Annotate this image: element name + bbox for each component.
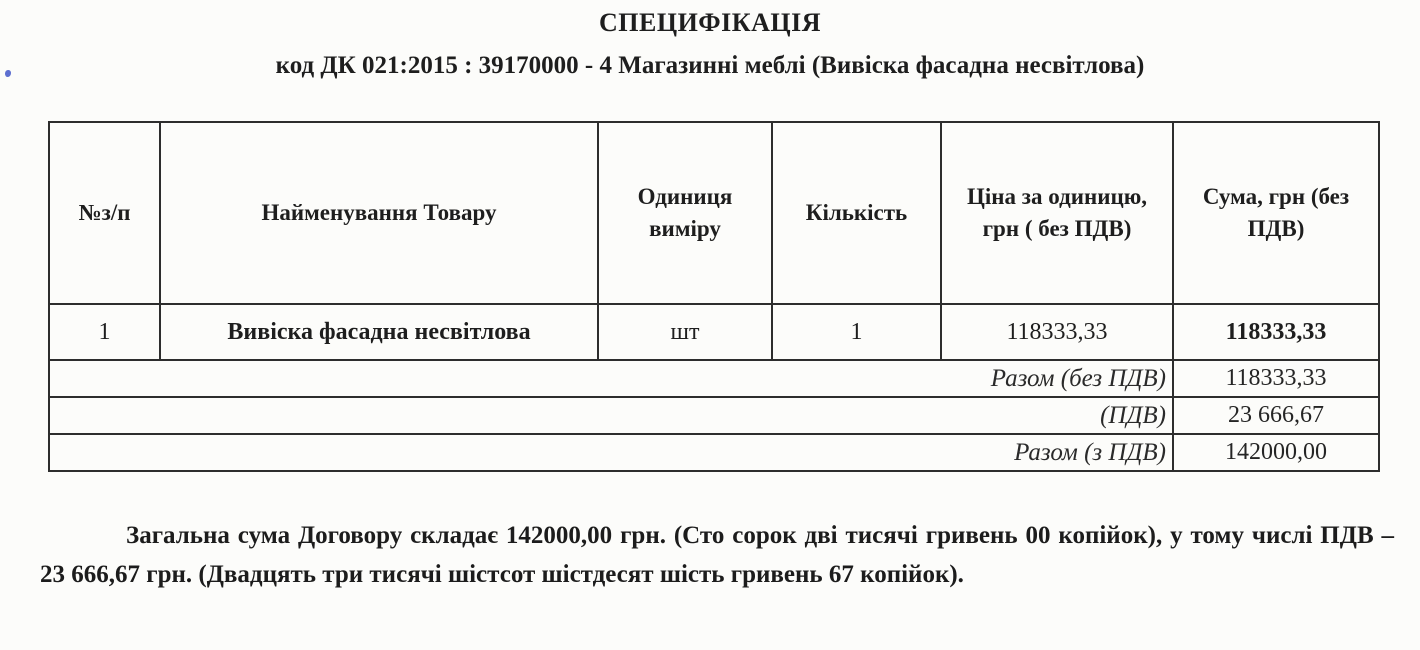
table-row bbox=[49, 304, 1379, 360]
total-row-net bbox=[49, 360, 1379, 397]
item-sum: 118333,33 bbox=[1173, 304, 1379, 360]
header-cell-name: Найменування Товару bbox=[160, 122, 598, 304]
specification-table bbox=[48, 121, 1380, 472]
document-title: СПЕЦИФІКАЦІЯ bbox=[599, 8, 821, 37]
header-cell-price: Ціна за одиницю, грн ( без ПДВ) bbox=[941, 122, 1173, 304]
item-name: Вивіска фасадна несвітлова bbox=[160, 304, 598, 360]
header-cell-unit: Одиниця виміру bbox=[598, 122, 772, 304]
item-qty: 1 bbox=[772, 304, 941, 360]
table-header-row bbox=[49, 122, 1379, 304]
item-num: 1 bbox=[49, 304, 160, 360]
total-net-value: 118333,33 bbox=[1173, 360, 1379, 397]
total-net-label: Разом (без ПДВ) bbox=[49, 360, 1173, 397]
total-vat-label: (ПДВ) bbox=[49, 397, 1173, 434]
total-row-gross bbox=[49, 434, 1379, 471]
header-cell-sum: Сума, грн (без ПДВ) bbox=[1173, 122, 1379, 304]
item-unit: шт bbox=[598, 304, 772, 360]
total-row-vat bbox=[49, 397, 1379, 434]
total-gross-value: 142000,00 bbox=[1173, 434, 1379, 471]
contract-total-paragraph: Загальна сума Договору складає 142000,00 грн. (Сто сорок дві тисячі гривень 00 копійок), у тому числі ПДВ – 23 666,67 грн. (Двадцять три тисячі шістсот шістдесят шість гривень 67 копійок). bbox=[40, 522, 1394, 588]
document-subtitle: код ДК 021:2015 : 39170000 - 4 Магазинні меблі (Вивіска фасадна несвітлова) bbox=[275, 52, 1145, 79]
total-vat-value: 23 666,67 bbox=[1173, 397, 1379, 434]
header-cell-num: №з/п bbox=[49, 122, 160, 304]
total-gross-label: Разом (з ПДВ) bbox=[49, 434, 1173, 471]
item-price: 118333,33 bbox=[941, 304, 1173, 360]
header-cell-qty: Кількість bbox=[772, 122, 941, 304]
